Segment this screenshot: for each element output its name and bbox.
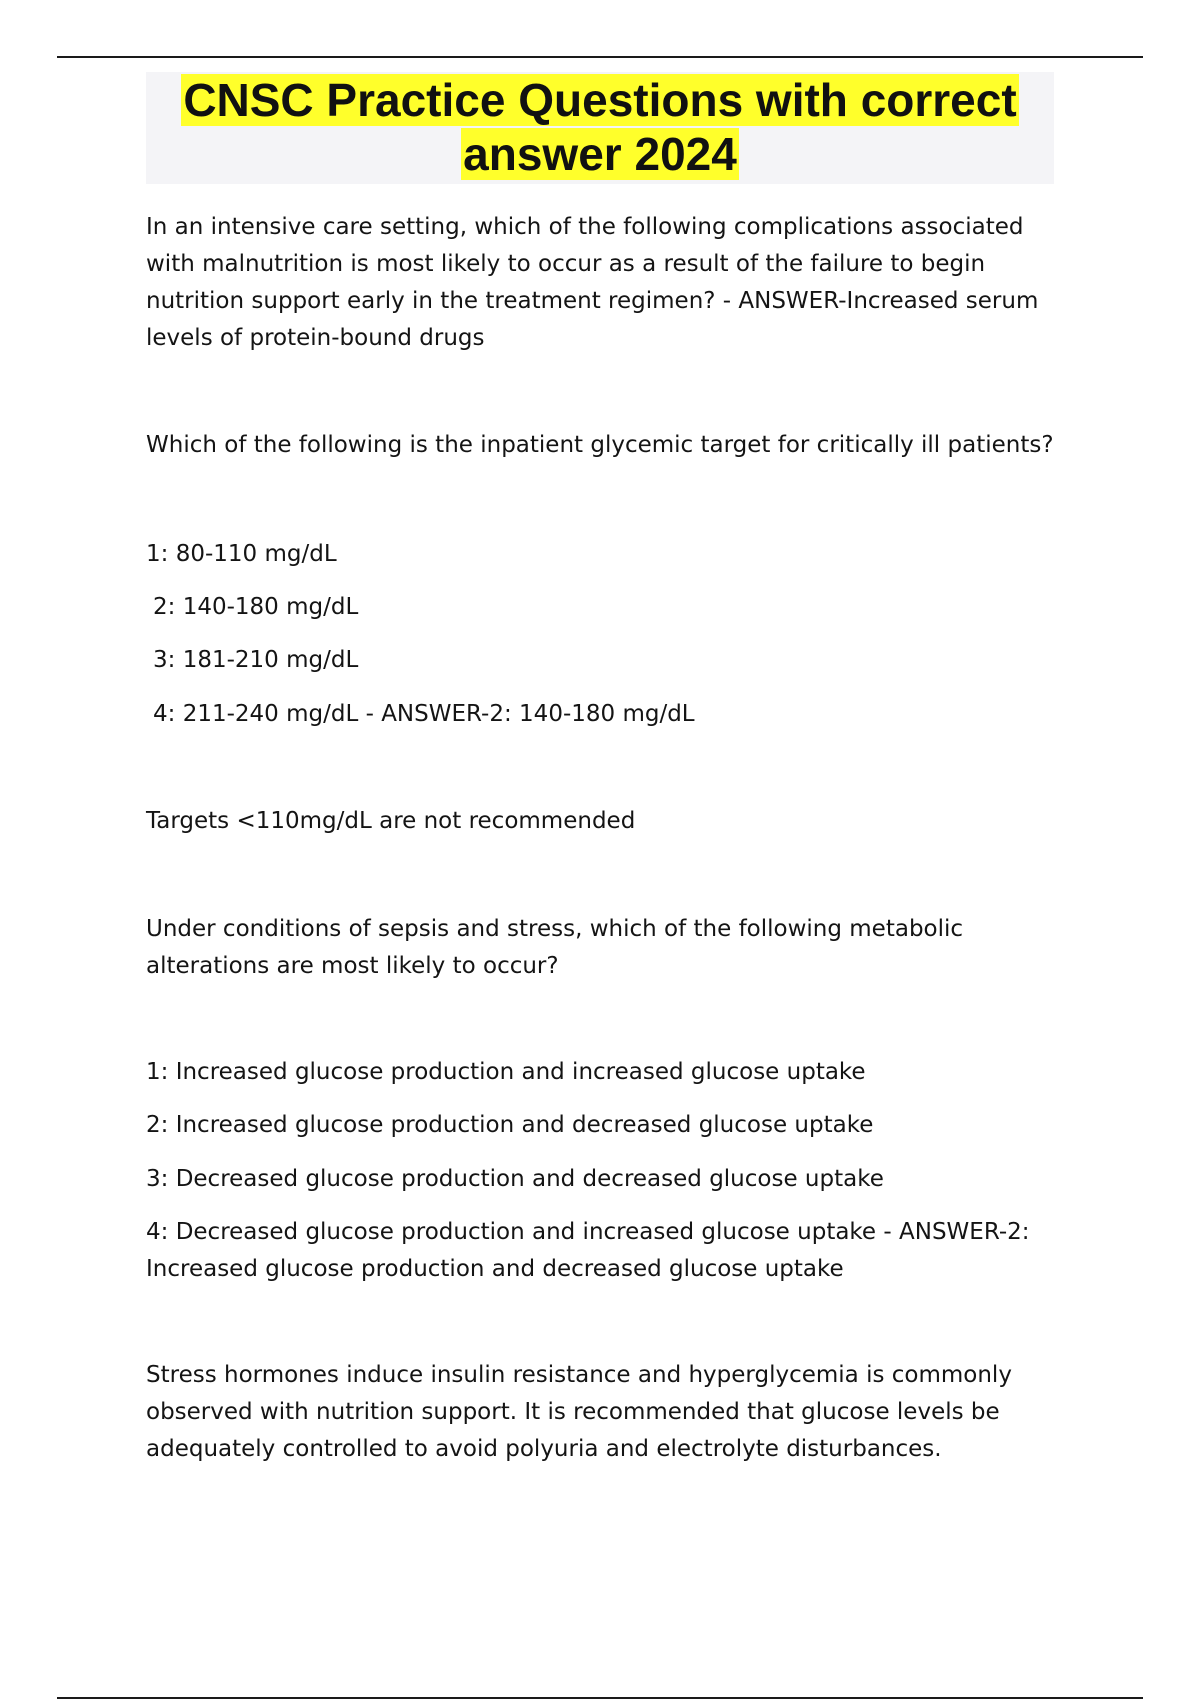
title-block xyxy=(146,72,1054,184)
question-3-option-3: 3: Decreased glucose production and decreased glucose uptake xyxy=(146,1166,884,1192)
question-3-note: Stress hormones induce insulin resistance and hyperglycemia is commonly observed with nutrition support. It is recommended that glucose levels be adequately controlled to avoid polyuria and electrolyte disturbances. xyxy=(146,1362,1012,1462)
page-title xyxy=(146,72,1054,181)
question-3: Under conditions of sepsis and stress, which of the following metabolic alterations are most likely to occur? xyxy=(146,916,964,979)
question-2: Which of the following is the inpatient glycemic target for critically ill patients? xyxy=(146,432,1054,458)
title-line-2: answer 2024 xyxy=(463,128,737,180)
question-2-option-3: 3: 181-210 mg/dL xyxy=(153,647,359,673)
question-3-option-2: 2: Increased glucose production and decreased glucose uptake xyxy=(146,1112,874,1138)
question-2-option-1: 1: 80-110 mg/dL xyxy=(146,541,337,567)
question-2-option-4: 4: 211-240 mg/dL - ANSWER-2: 140-180 mg/dL xyxy=(153,701,695,727)
bottom-rule xyxy=(57,1697,1143,1699)
top-rule xyxy=(57,56,1143,58)
question-2-note: Targets <110mg/dL are not recommended xyxy=(146,808,636,834)
question-3-option-1: 1: Increased glucose production and increased glucose uptake xyxy=(146,1059,866,1085)
question-2-option-2: 2: 140-180 mg/dL xyxy=(153,594,359,620)
question-3-option-4: 4: Decreased glucose production and increased glucose uptake - ANSWER-2: Increased glucose production and decreased glucose uptake xyxy=(146,1219,1030,1282)
title-line-1: CNSC Practice Questions with correct xyxy=(183,74,1017,126)
question-1: In an intensive care setting, which of the following complications associated with malnutrition is most likely to occur as a result of the failure to begin nutrition support early in the treatment regimen? - ANSWER-Increased serum levels of protein-bound drugs xyxy=(146,214,1039,351)
